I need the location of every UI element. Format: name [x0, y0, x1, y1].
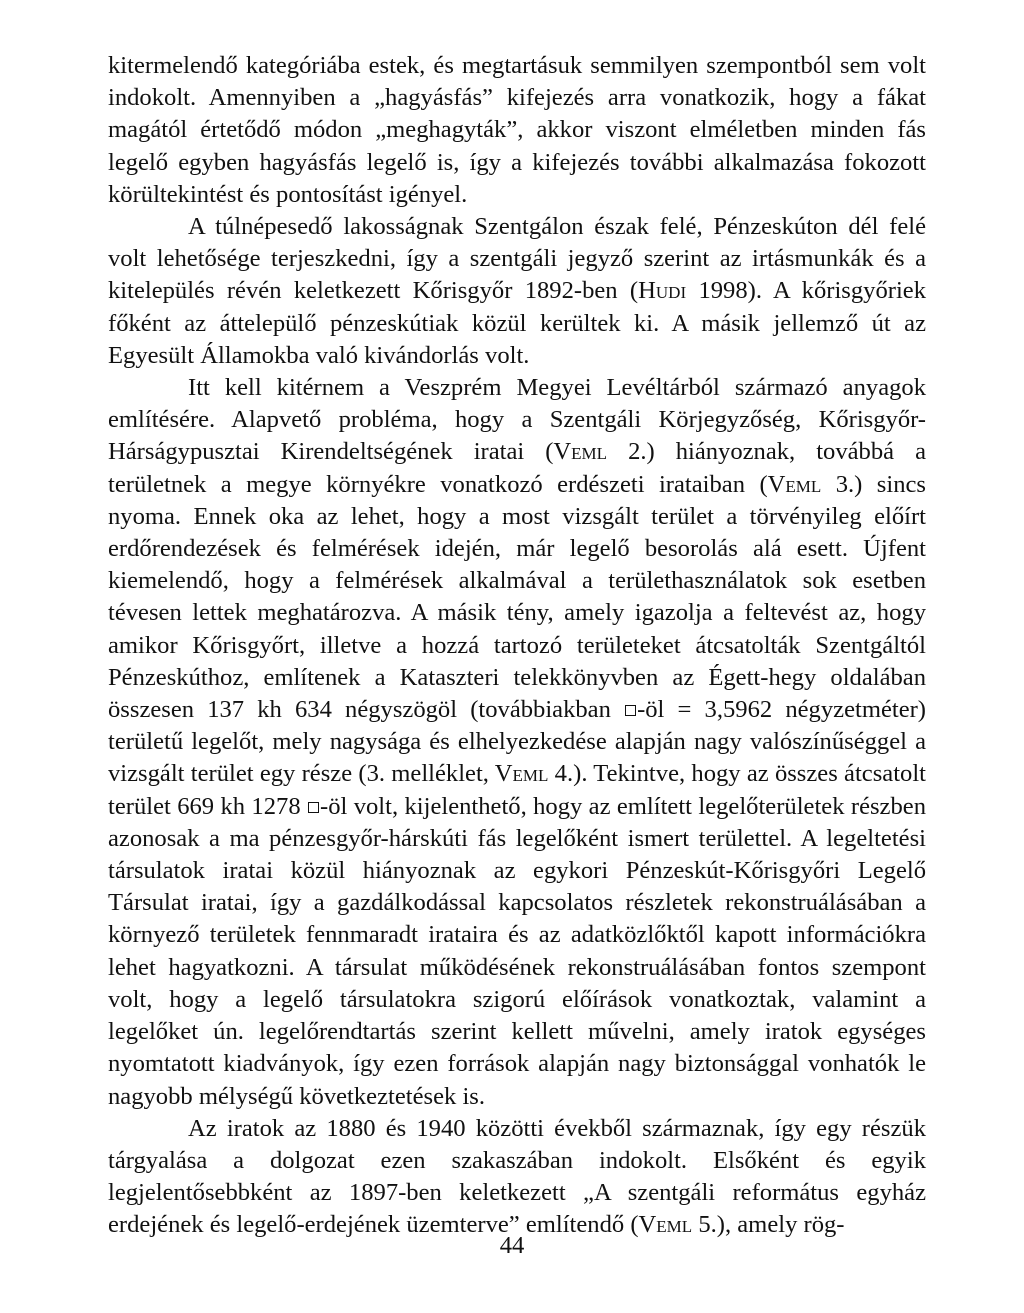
paragraph-4-text-b: 5.), amely rög- — [692, 1211, 845, 1239]
archive-abbrev: eml — [785, 470, 822, 498]
square-unit-icon — [308, 802, 319, 813]
paragraph-3-text-f: -öl volt, kijelenthető, hogy az említett legelőterületek részben azonosak a ma pénzesgyőr-hárskúti fás legelőként ismert területtel. A legeltetési társulatok iratai közül hiányoznak az egykori Pénzeskút-Kőrisgyőri Legelő Társulat iratai, így a gazdálkodással kapcsolatos részletek rekonstruálásában a környező területek fennmaradt irataira és az adatközlőktől kapott információkra lehet hagyatkozni. A társulat működésének rekonstruálásában fontos szempont volt, hogy a legelő társulatokra szigorú előírások vonatkoztak, valamint a legelőket ún. legelőrendtartás szerint kellett művelni, amely iratok egységes nyomtatott kiadványok, így ezen források alapján nagy biztonsággal vonhatók le nagyobb mélységű következtetések is. — [108, 792, 926, 1110]
paragraph-3-text-a: Itt kell kitérnem a Veszprém Megyei Levéltárból származó anyagok említésére. Alapvető probléma, hogy a Szentgáli Körjegyzőség, Kőrisgyőr-Hárságypusztai Kirendeltségének iratai (V — [108, 374, 926, 466]
archive-abbrev: eml — [571, 438, 608, 466]
paragraph-4 — [108, 1113, 926, 1242]
page-body — [108, 50, 926, 1242]
author-citation: Hudi — [638, 277, 687, 305]
paragraph-3 — [108, 372, 926, 1113]
paragraph-3-text-e: 4.). Tekintve, hogy az összes átcsatolt terület 669 kh 1278 — [108, 760, 926, 820]
paragraph-2-text-b: 1998). A kőrisgyőriek főként az áttelepülő pénzeskútiak közül kerültek ki. A másik jellemző út az Egyesült Államokba való kivándorlás volt. — [108, 277, 926, 369]
archive-abbrev: eml — [656, 1211, 693, 1239]
square-unit-icon — [625, 705, 636, 716]
archive-abbrev: eml — [512, 760, 549, 788]
paragraph-4-text-a: Az iratok az 1880 és 1940 közötti évekből származnak, így egy részük tárgyalása a dolgozat ezen szakaszában indokolt. Elsőként és egyik legjelentősebbként az 1897-ben keletkezett „A szentgáli református egyház erdejének és legelő-erdejének üzemterve” említendő (V — [108, 1114, 926, 1239]
page-number: 44 — [499, 1232, 525, 1259]
paragraph-2-text-a: A túlnépesedő lakosságnak Szentgálon észak felé, Pénzeskúton dél felé volt lehetősége terjeszkedni, így a szentgáli jegyző szerint az irtásmunkák és a kitelepülés révén keletkezett Kőrisgyőr 1892-ben ( — [108, 213, 926, 305]
paragraph-3-text-d: -öl = 3,5962 négyzetméter) területű legelőt, mely nagysága és elhelyezkedése alapján nagy valószínűséggel a vizsgált terület egy része (3. melléklet, V — [108, 696, 926, 788]
paragraph-3-text-c: 3.) sincs nyoma. Ennek oka az lehet, hogy a most vizsgált terület a törvényileg előírt erdőrendezések és felmérések idején, már legelő besorolás alá esett. Újfent kiemelendő, hogy a felmérések alkalmával a területhasználatok sok esetben tévesen lettek meghatározva. A másik tény, amely igazolja a feltevést az, hogy amikor Kőrisgyőrt, illetve a hozzá tartozó területeket átcsatolták Szentgáltól Pénzeskúthoz, említenek a Kataszteri telekkönyvben az Égett-hegy oldalában összesen 137 kh 634 négyszögöl (továbbiakban — [108, 470, 926, 724]
paragraph-3-text-b: 2.) hiányoznak, továbbá a területnek a megye környékre vonatkozó erdészeti irataiban (V — [108, 438, 926, 498]
paragraph-1 — [108, 50, 926, 211]
paragraph-2 — [108, 211, 926, 372]
paragraph-1-text: kitermelendő kategóriába estek, és megtartásuk semmilyen szempontból sem volt indokolt. Amennyiben a „hagyásfás” kifejezés arra vonatkozik, hogy a fákat magától értetődő módon „meghagyták”, akkor viszont elméletben minden fás legelő egyben hagyásfás legelő is, így a kifejezés további alkalmazása fokozott körültekintést és pontosítást igényel. — [108, 52, 926, 208]
